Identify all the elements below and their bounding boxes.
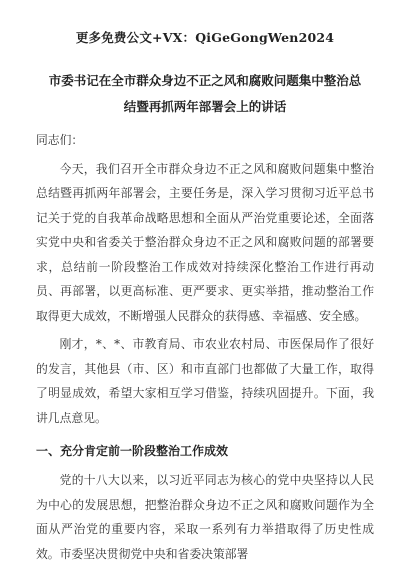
document-title [36,68,374,120]
title-line-1: 市委书记在全市群众身边不正之风和腐败问题集中整治总 [48,73,362,88]
paragraph-section-1: 党的十八大以来，以习近平同志为核心的党中央坚持以人民为中心的发展思想，把整治群众身边不正之风和腐败问题作为全面从严治党的重要内容，采取一系列有力举措取得了历史性成效。市委坚决贯彻党中央和省委决策部署 [36,473,374,561]
document-body [36,157,374,431]
section-1-body [36,468,374,566]
salutation: 同志们： [36,133,84,147]
section-heading-1: 一、充分肯定前一阶段整治工作成效 [36,444,229,458]
promo-header: 更多免费公文+VX：QiGeGongWen2024 [75,30,335,45]
paragraph-intro: 今天，我们召开全市群众身边不正之风和腐败问题集中整治总结暨再抓两年部署会，主要任务是，深入学习贯彻习近平总书记关于党的自我革命战略思想和全面从严治党重要论述，全面落实党中央和省委关于整治群众身边不正之风和腐败问题的部署要求，总结前一阶段整治工作成效对持续深化整治工作进行再动员、再部署，以更高标准、更严要求、更实举措，推动整治工作取得更大成效，不断增强人民群众的获得感、幸福感、安全感。 [36,161,374,323]
paragraph-remarks: 刚才，*、*、市教育局、市农业农村局、市医保局作了很好的发言，其他县（市、区）和市直部门也都做了大量工作，取得了明显成效，希望大家相互学习借鉴，持续巩固提升。下面，我讲几点意见。 [36,337,374,425]
title-line-2: 结暨再抓两年部署会上的讲话 [123,99,287,114]
